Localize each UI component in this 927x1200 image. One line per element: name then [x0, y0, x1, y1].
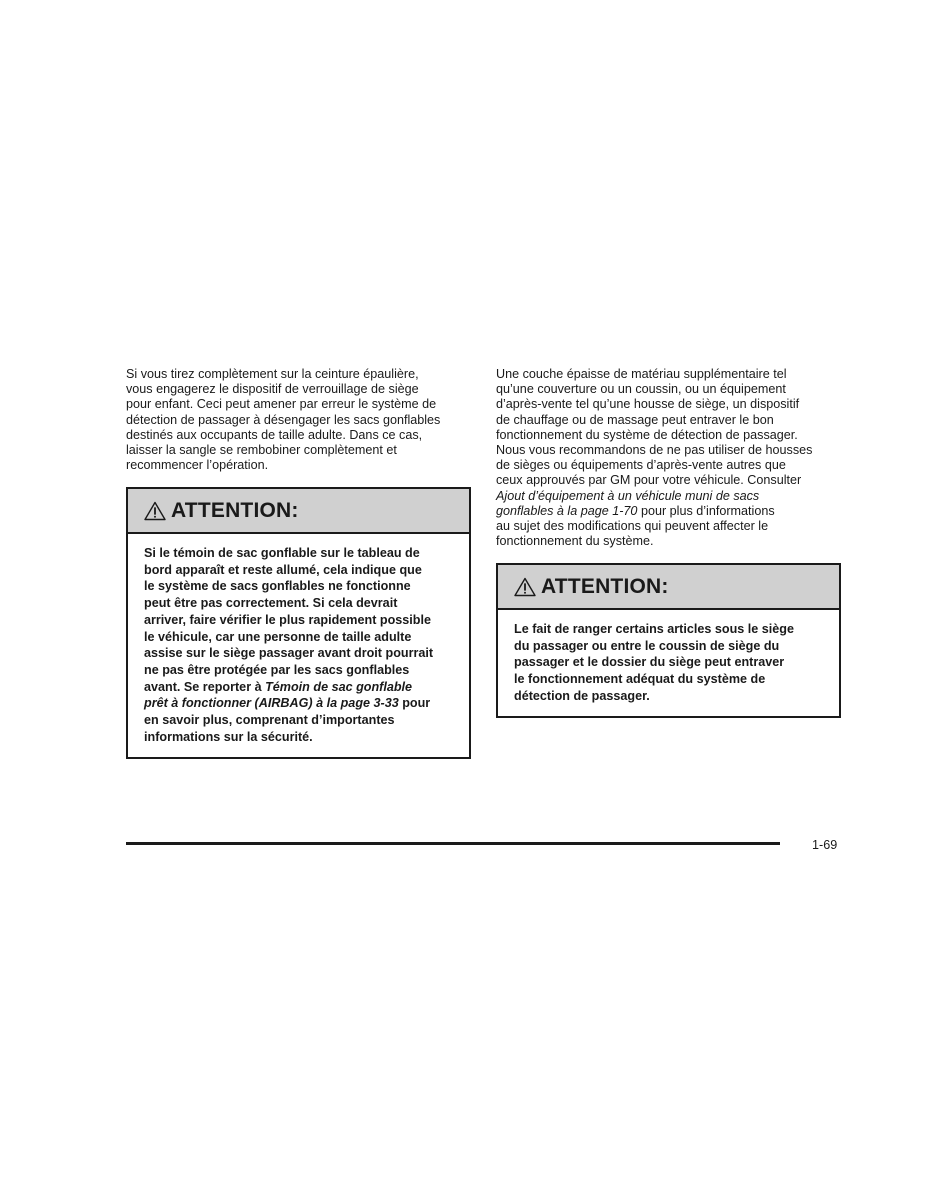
text-line: au sujet des modifications qui peuvent affecter le — [496, 519, 769, 534]
intro-paragraph — [126, 367, 472, 473]
text-line: ceux approuvés par GM pour votre véhicule. Consulter — [496, 473, 802, 488]
text-line: Une couche épaisse de matériau supplémentaire tel — [496, 367, 787, 381]
warning-header — [128, 489, 469, 534]
warning-line: bord apparaît et reste allumé, cela indique que — [144, 562, 422, 577]
warning-line — [144, 695, 455, 712]
left-column — [126, 367, 472, 473]
cross-reference-link[interactable]: gonflables à la page 1-70 — [496, 503, 638, 518]
text-line — [496, 504, 842, 519]
warning-line: Si le témoin de sac gonflable sur le tableau de — [144, 546, 420, 560]
warning-line: ne pas être protégée par les sacs gonflables — [144, 662, 410, 677]
text-line: Nous vous recommandons de ne pas utiliser de housses — [496, 443, 813, 458]
warning-text: pour — [398, 696, 431, 711]
text-line: de sièges ou équipements d’après-vente autres que — [496, 458, 786, 473]
text-line: d’après-vente tel qu’une housse de siège, un dispositif — [496, 397, 800, 412]
text-line: Si vous tirez complètement sur la ceinture épaulière, — [126, 367, 419, 381]
right-column — [496, 367, 842, 549]
text-line — [496, 489, 842, 504]
text-line: vous engagerez le dispositif de verrouillage de siège — [126, 382, 419, 397]
warning-line: assise sur le siège passager avant droit pourrait — [144, 646, 434, 661]
warning-text: avant. Se reporter à — [144, 679, 266, 694]
warning-header — [498, 565, 839, 610]
warning-body — [128, 534, 469, 745]
warning-line: du passager ou entre le coussin de siège du — [514, 638, 780, 653]
text-line: pour enfant. Ceci peut amener par erreur le système de — [126, 397, 437, 412]
text-line: laisser la sangle se rembobiner complètement et — [126, 443, 397, 458]
text-line: recommencer l’opération. — [126, 458, 269, 473]
warning-line: passager et le dossier du siège peut entraver — [514, 655, 785, 670]
text-line: fonctionnement du système de détection de passager. — [496, 427, 798, 442]
cross-reference-link[interactable]: prêt à fonctionner (AIRBAG) à la page 3-33 — [144, 696, 399, 711]
warning-title: ATTENTION: — [541, 574, 669, 598]
warning-line: détection de passager. — [514, 688, 650, 703]
warning-box-airbag-indicator — [126, 487, 471, 759]
text-line: fonctionnement du système. — [496, 534, 654, 549]
text-line: détection de passager à désengager les sacs gonflables — [126, 412, 441, 427]
warning-line: le système de sacs gonflables ne fonctionne — [144, 579, 411, 594]
warning-title: ATTENTION: — [171, 498, 299, 522]
cross-reference-link[interactable]: Témoin de sac gonflable — [265, 679, 413, 694]
warning-line — [144, 679, 455, 696]
warning-line: Le fait de ranger certains articles sous le siège — [514, 622, 794, 636]
warning-body — [498, 610, 839, 705]
text-fragment: pour plus d’informations — [637, 503, 775, 518]
warning-line: peut être pas correctement. Si cela devrait — [144, 596, 398, 611]
text-line: qu’une couverture ou un coussin, ou un équipement — [496, 382, 786, 397]
warning-line: arriver, faire vérifier le plus rapidement possible — [144, 612, 431, 627]
warning-line: en savoir plus, comprenant d’importantes — [144, 713, 395, 728]
warning-line: informations sur la sécurité. — [144, 729, 313, 744]
warning-triangle-icon — [514, 577, 536, 597]
text-line: de chauffage ou de massage peut entraver le bon — [496, 412, 774, 427]
warning-triangle-icon — [144, 501, 166, 521]
warning-line: le fonctionnement adéquat du système de — [514, 672, 766, 687]
warning-box-storage — [496, 563, 841, 718]
page-number: 1-69 — [812, 838, 838, 852]
text-line: destinés aux occupants de taille adulte. Dans ce cas, — [126, 427, 423, 442]
footer-rule — [126, 842, 780, 845]
warning-line: le véhicule, car une personne de taille adulte — [144, 629, 412, 644]
accessory-paragraph — [496, 367, 842, 549]
cross-reference-link[interactable]: Ajout d’équipement à un véhicule muni de sacs — [496, 488, 760, 503]
